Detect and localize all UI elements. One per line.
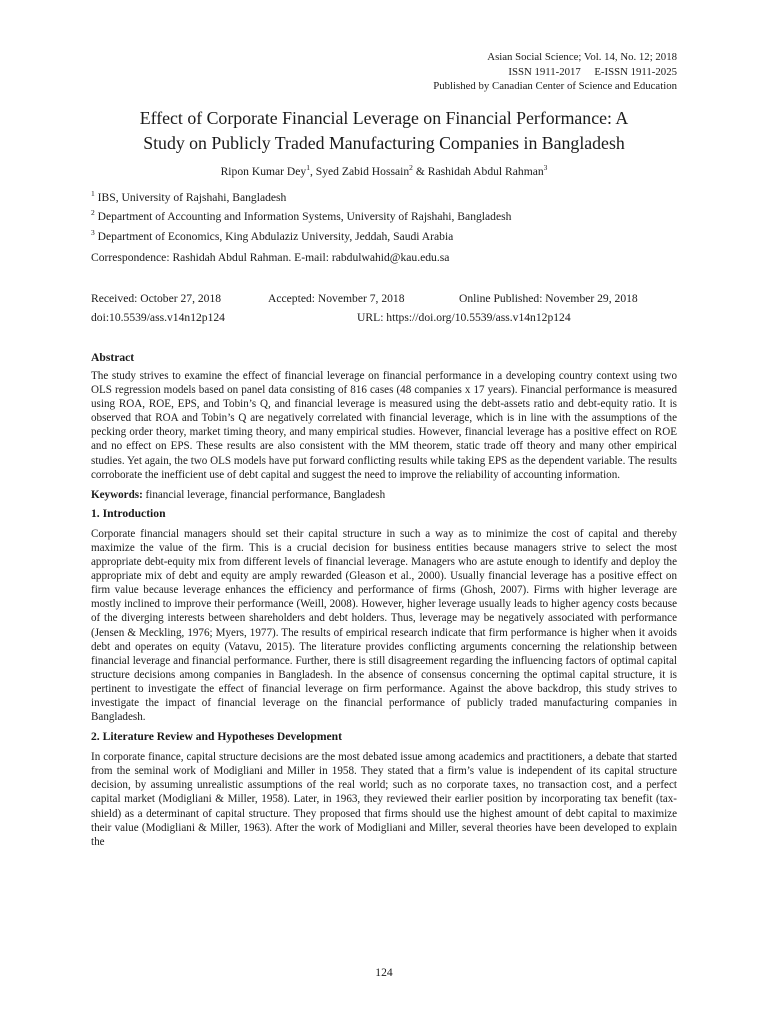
journal-publisher: Published by Canadian Center of Science and Education — [433, 80, 677, 92]
section-2-text: In corporate finance, capital structure decisions are the most debated issue among academics and practitioners, a debate that started from the seminal work of Modigliani and Miller in 1958. They stated that a firm’s value is independent of its capital structure decision, by assuming unrealistic assumptions of the real world; such as no corporate taxes, no transaction cost, and a perfect capital market (Modigliani & Miller, 1958). Later, in 1963, they reviewed their earlier position by incorporating tax benefit (tax-shield) as a determinant of capital structure. They proposed that firms should use the highest amount of debt capital to maximize their value (Modigliani & Miller, 1963). After the work of Modigliani and Miller, several theories have been developed to explain the — [91, 751, 677, 848]
keywords-text: financial leverage, financial performance, Bangladesh — [142, 488, 386, 501]
author-3-affil-mark: 3 — [543, 163, 548, 172]
affiliation-1-text: IBS, University of Rajshahi, Bangladesh — [94, 191, 287, 204]
section-1-heading: 1. Introduction — [91, 506, 166, 520]
keywords-label: Keywords: — [91, 488, 143, 501]
abstract-text: The study strives to examine the effect of financial leverage on financial performance in a developing country context using two OLS regression models based on panel data consisting of 816 cases (48 companies x 17 years). Financial performance is measured using ROA, ROE, EPS, and Tobin’s Q, and financial leverage is measured using the debt-assets ratio and debt-equity ratio. It is observed that ROA and Tobin’s Q are negatively correlated with financial leverage, which is in line with the assumptions of the pecking order theory, market timing theory, and many empirical studies. However, financial leverage has a positive effect on ROE and no effect on EPS. These results are also consistent with the MM theorem, static trade off theory and many other empirical studies. Yet again, the two OLS models have put forward conflicting results while taking EPS as the dependent variable. The results corroborate the inefficient use of debt capital and suggest the need to improve the reliability of accounting information. — [91, 370, 677, 481]
paper-body — [91, 350, 677, 849]
affiliation-1 — [91, 190, 677, 205]
section-1-text: Corporate financial managers should set their capital structure in such a way as to minimize the cost of capital and thereby maximize the value of the firm. This is a crucial decision for business entities because managers strive to select the most appropriate debt-equity mix from different levels of financial leverage. Managers who are astute enough to identify and deploy the appropriate mix of debt and equity are amply rewarded (Gleason et al., 2000). Usually financial leverage has a positive effect on firm value because leverage enhances the efficiency and performance of firms (Ghosh, 2007). Firms with higher leverage are mostly inclined to improve their performance (Weill, 2008). However, higher leverage usually leads to higher agency costs because of the diverging interests between shareholders and debt holders. Thus, leverage may be negatively associated with performance (Jensen & Meckling, 1976; Myers, 1977). The results of empirical research indicate that firm performance is higher when it avoids debt and operates on equity (Vatavu, 2015). The literature provides conflicting arguments concerning the relationship between financial leverage and financial performance. Further, there is still disagreement regarding the influencing factors of optimal capital structure decisions among companies in Bangladesh. In the absence of consensus concerning the optimal capital structure, it is pertinent to investigate the effect of financial leverage on firm performance. Against the above backdrop, this study strives to investigate the impact of financial leverage on the financial performance of publicly traded manufacturing companies in Bangladesh. — [91, 527, 677, 724]
abstract-heading: Abstract — [91, 351, 135, 364]
published-date: Online Published: November 29, 2018 — [459, 292, 638, 305]
affiliation-3 — [91, 229, 677, 244]
doi-url-link[interactable]: URL: https://doi.org/10.5539/ass.v14n12p124 — [357, 311, 571, 324]
keywords — [91, 488, 677, 502]
affiliation-3-mark: 3 — [91, 228, 95, 237]
author-list — [91, 164, 677, 179]
affiliation-2-mark: 2 — [91, 208, 95, 217]
journal-citation: Asian Social Science; Vol. 14, No. 12; 2018 — [487, 51, 677, 63]
author-2-affil-mark: 2 — [409, 163, 413, 172]
accepted-date: Accepted: November 7, 2018 — [268, 292, 405, 305]
paper-title-line-2: Study on Publicly Traded Manufacturing Companies in Bangladesh — [143, 133, 625, 153]
page-number: 124 — [375, 966, 393, 979]
affiliation-3-text: Department of Economics, King Abdulaziz University, Jeddah, Saudi Arabia — [94, 230, 454, 243]
doi-text: doi:10.5539/ass.v14n12p124 — [91, 311, 225, 324]
author-3: & Rashidah Abdul Rahman — [412, 165, 544, 178]
paper-title-line-1: Effect of Corporate Financial Leverage on Financial Performance: A — [139, 108, 629, 128]
paper-title — [91, 106, 677, 156]
affiliation-2-text: Department of Accounting and Information Systems, University of Rajshahi, Bangladesh — [94, 210, 512, 223]
journal-issn: ISSN 1911-2017 E-ISSN 1911-2025 — [508, 65, 677, 78]
author-1: Ripon Kumar Dey — [220, 165, 307, 178]
affiliation-1-mark: 1 — [91, 189, 95, 198]
author-2: , Syed Zabid Hossain — [309, 165, 410, 178]
author-1-affil-mark: 1 — [306, 163, 310, 172]
affiliation-2 — [91, 209, 677, 224]
correspondence: Correspondence: Rashidah Abdul Rahman. E-mail: rabdulwahid@kau.edu.sa — [91, 251, 450, 264]
journal-header — [277, 50, 677, 94]
received-date: Received: October 27, 2018 — [91, 292, 222, 305]
section-2-heading: 2. Literature Review and Hypotheses Development — [91, 730, 342, 744]
